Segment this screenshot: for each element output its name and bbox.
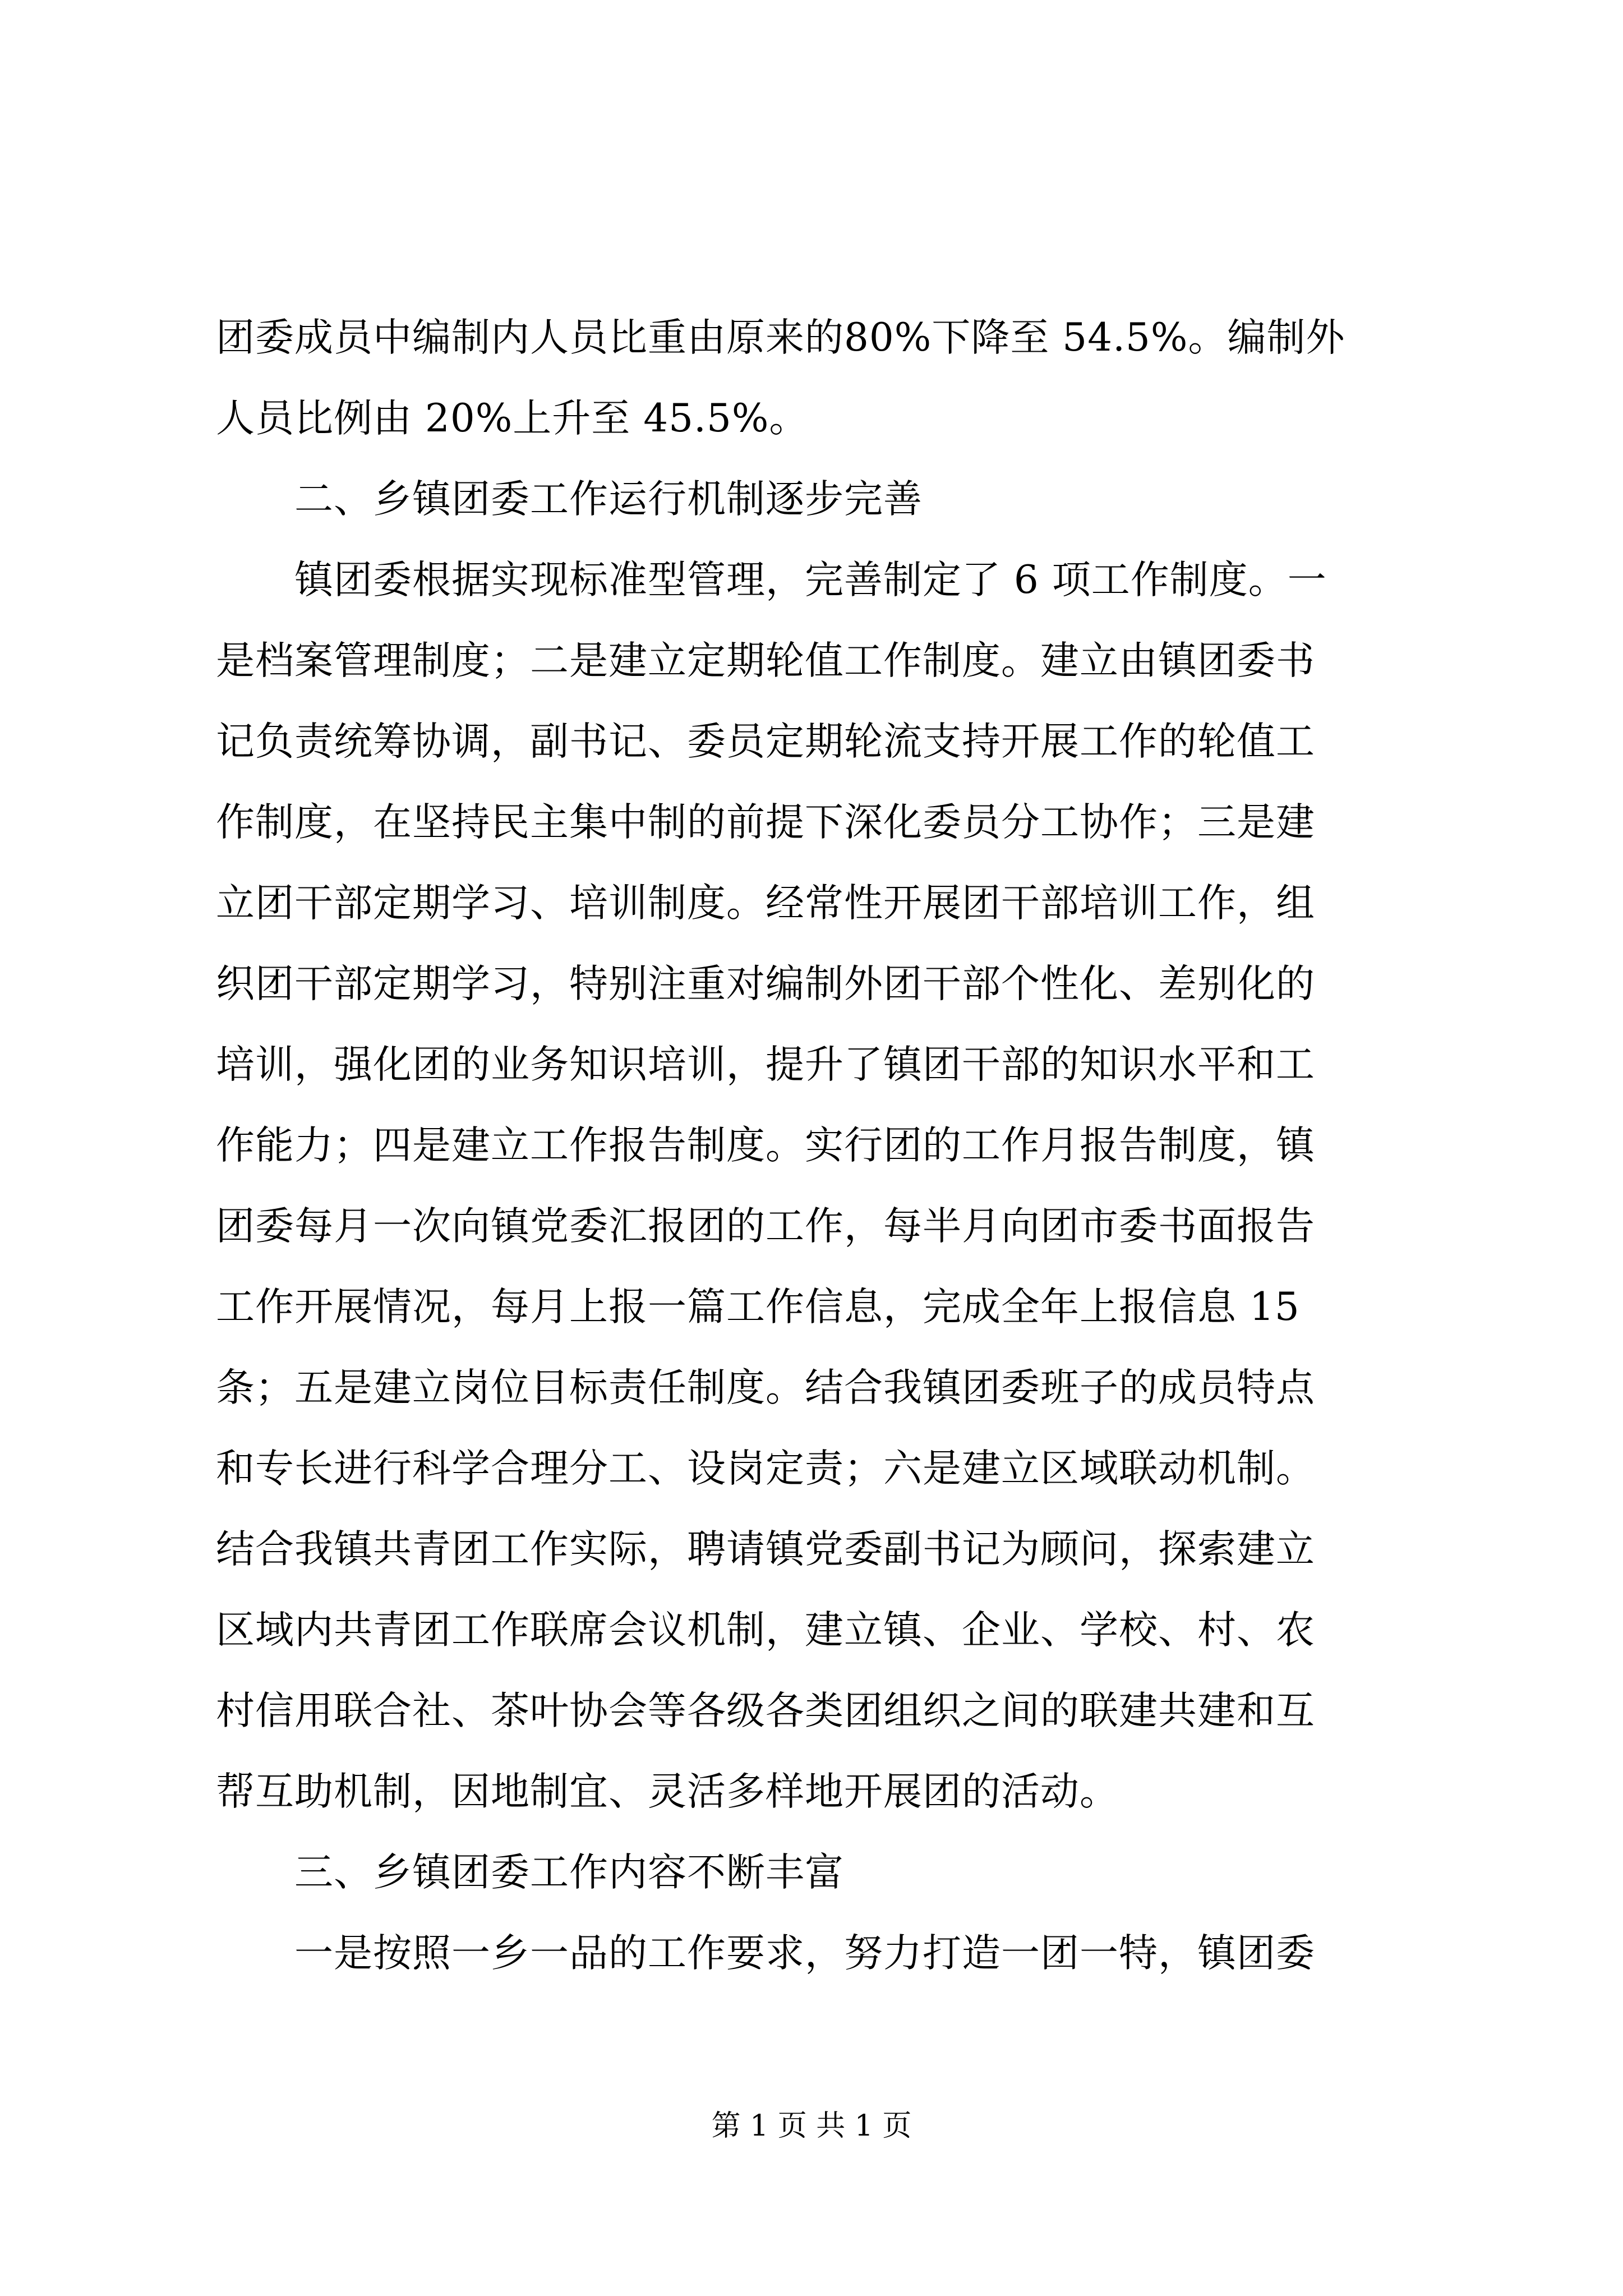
- text-line-4: 镇团委根据实现标准型管理，完善制定了 6 项工作制度。一: [216, 558, 1327, 602]
- text-line-18: 村信用联合社、茶叶协会等各级各类团组织之间的联建共建和互: [216, 1688, 1315, 1733]
- text-line-10: 培训，强化团的业务知识培训，提升了镇团干部的知识水平和工: [216, 1042, 1315, 1087]
- text-line-19: 帮互助机制，因地制宜、灵活多样地开展团的活动。: [216, 1769, 1119, 1814]
- document-body: [216, 297, 1438, 1994]
- text-line-7: 作制度，在坚持民主集中制的前提下深化委员分工协作；三是建: [216, 800, 1315, 845]
- text-line-11: 作能力；四是建立工作报告制度。实行团的工作月报告制度，镇: [216, 1123, 1315, 1168]
- text-line-5: 是档案管理制度；二是建立定期轮值工作制度。建立由镇团委书: [216, 638, 1315, 683]
- text-line-8: 立团干部定期学习、培训制度。经常性开展团干部培训工作，组: [216, 881, 1315, 926]
- section-heading-2: 二、乡镇团委工作运行机制逐步完善: [216, 477, 923, 522]
- text-line-2: 人员比例由 20%上升至 45.5%。: [216, 396, 809, 441]
- text-line-12: 团委每月一次向镇党委汇报团的工作，每半月向团市委书面报告: [216, 1204, 1315, 1249]
- text-line-16: 结合我镇共青团工作实际，聘请镇党委副书记为顾问，探索建立: [216, 1527, 1315, 1572]
- page-footer: 第 1 页 共 1 页: [711, 2109, 912, 2143]
- text-line-9: 织团干部定期学习，特别注重对编制外团干部个性化、差别化的: [216, 961, 1315, 1006]
- text-line-1: 团委成员中编制内人员比重由原来的80%下降至 54.5%。编制外: [216, 315, 1345, 360]
- text-line-6: 记负责统筹协调，副书记、委员定期轮流支持开展工作的轮值工: [216, 719, 1315, 764]
- section-heading-3: 三、乡镇团委工作内容不断丰富: [216, 1850, 844, 1895]
- text-line-17: 区域内共青团工作联席会议机制，建立镇、企业、学校、村、农: [216, 1608, 1315, 1653]
- text-line-14: 条；五是建立岗位目标责任制度。结合我镇团委班子的成员特点: [216, 1365, 1315, 1410]
- text-line-13: 工作开展情况，每月上报一篇工作信息，完成全年上报信息 15: [216, 1285, 1300, 1329]
- text-line-15: 和专长进行科学合理分工、设岗定责；六是建立区域联动机制。: [216, 1446, 1315, 1491]
- text-line-21: 一是按照一乡一品的工作要求，努力打造一团一特，镇团委: [216, 1931, 1315, 1976]
